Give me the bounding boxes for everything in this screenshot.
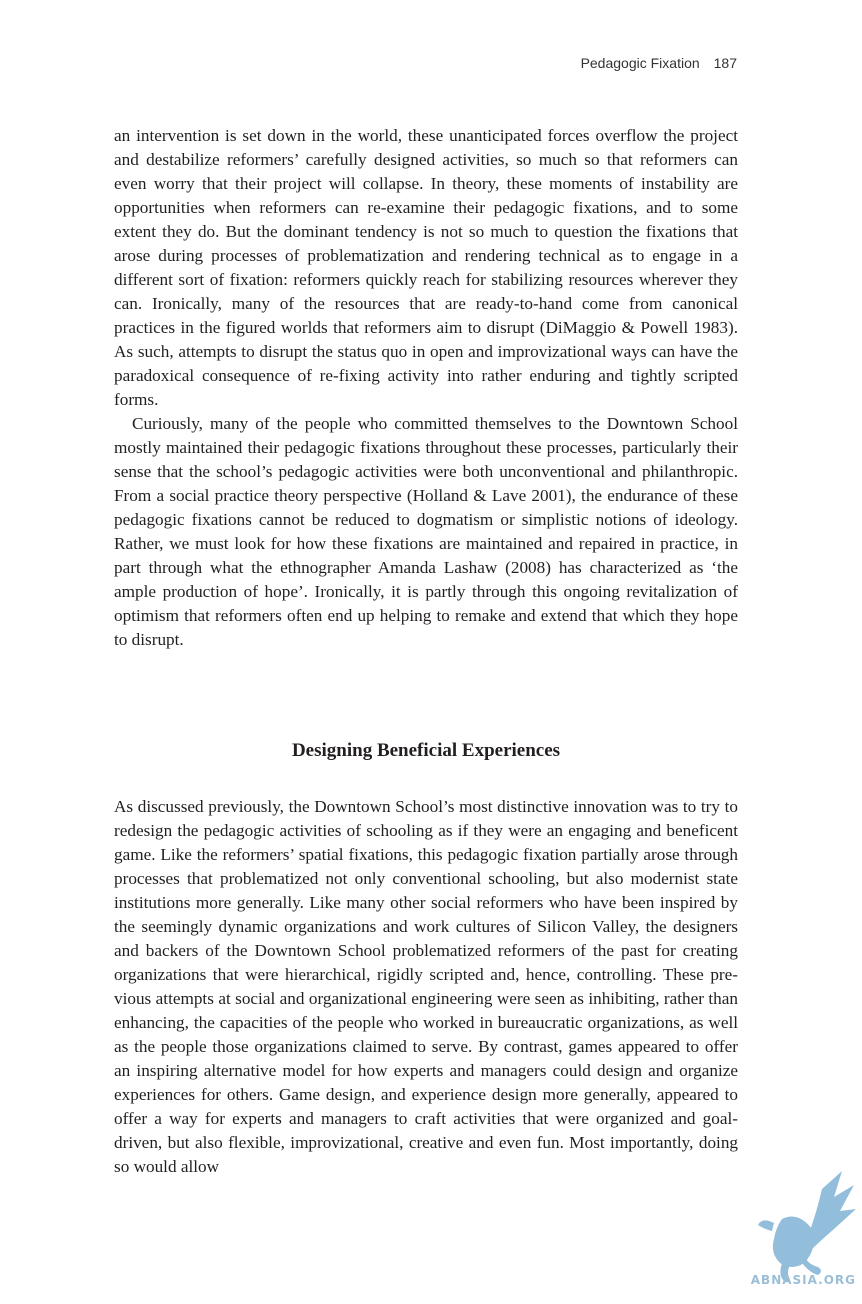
body-text-lower [114, 795, 738, 1179]
paragraph: an intervention is set down in the world, these unanticipated forces overflow the project and destabilize reformers’ carefully designed activities, so much so that reformers can even worry that their project will collapse. In theory, these moments of instability are opportunities when reformers can re-examine their pedagogic fixations, and to some extent they do. But the dominant tendency is not so much to question the fixations that arose during processes of problematization and rendering technical as to engage in a different sort of fixation: reformers quickly reach for stabilizing resources wherever they can. Ironically, many of the resources that are ready-to-hand come from canonical practices in the figured worlds that reformers aim to disrupt (DiMaggio & Powell 1983). As such, attempts to disrupt the status quo in open and improvizational ways can have the paradoxical consequence of re-fixing activity into rather enduring and tightly scripted forms. [114, 126, 738, 409]
body-text-upper [114, 124, 738, 652]
section-heading: Designing Beneficial Experiences [291, 740, 561, 761]
page-number: 187 [713, 55, 737, 71]
paragraph: Curiously, many of the people who committed themselves to the Downtown School mostly maintained their pedagogic fixations throughout these processes, particularly their sense that the school’s pedagogic activities were both unconventional and philanthropic. From a social practice theory perspective (Holland & Lave 2001), the endurance of these pedagogic fixations cannot be reduced to dogmatism or simplistic notions of ideology. Rather, we must look for how these fixations are maintained and repaired in practice, in part through what the ethnographer Amanda Lashaw (2008) has characterized as ‘the ample production of hope’. Ironically, it is partly through this ongoing revitalization of optimism that reformers often end up helping to remake and extend that which they hope to disrupt. [114, 414, 738, 649]
running-header [581, 55, 737, 71]
watermark-logo [722, 1159, 862, 1299]
running-title: Pedagogic Fixation [580, 55, 700, 71]
paragraph: As discussed previously, the Downtown School’s most distinctive innovation was to try to redesign the pedagogic activities of schooling as if they were an engaging and beneficent game. Like the reformers’ spatial fixations, this pedagogic fixation partially arose through processes that problematized not only conventional schooling, but also modernist state institutions more generally. Like many other social reformers who have been inspired by the seemingly dynamic organizations and work cultures of Silicon Valley, the designers and backers of the Downtown School problematized reformers of the past for creating organizations that were hierarchical, rigidly scripted and, hence, controlling. These previous attempts at social and organizational engineering were seen as inhibiting, rather than enhancing, the capacities of the people who worked in bureaucratic organizations, as well as the people those organizations claimed to serve. By contrast, games appeared to offer an inspiring alternative model for how experts and managers could design and organize experiences for others. Game design, and experience design more generally, appeared to offer a way for experts and managers to craft activities that were organized and goal-driven, but also flexible, improvizational, creative and even fun. Most importantly, doing so would allow [114, 797, 738, 1176]
watermark-text: ABNASIA.ORG [750, 1273, 856, 1287]
